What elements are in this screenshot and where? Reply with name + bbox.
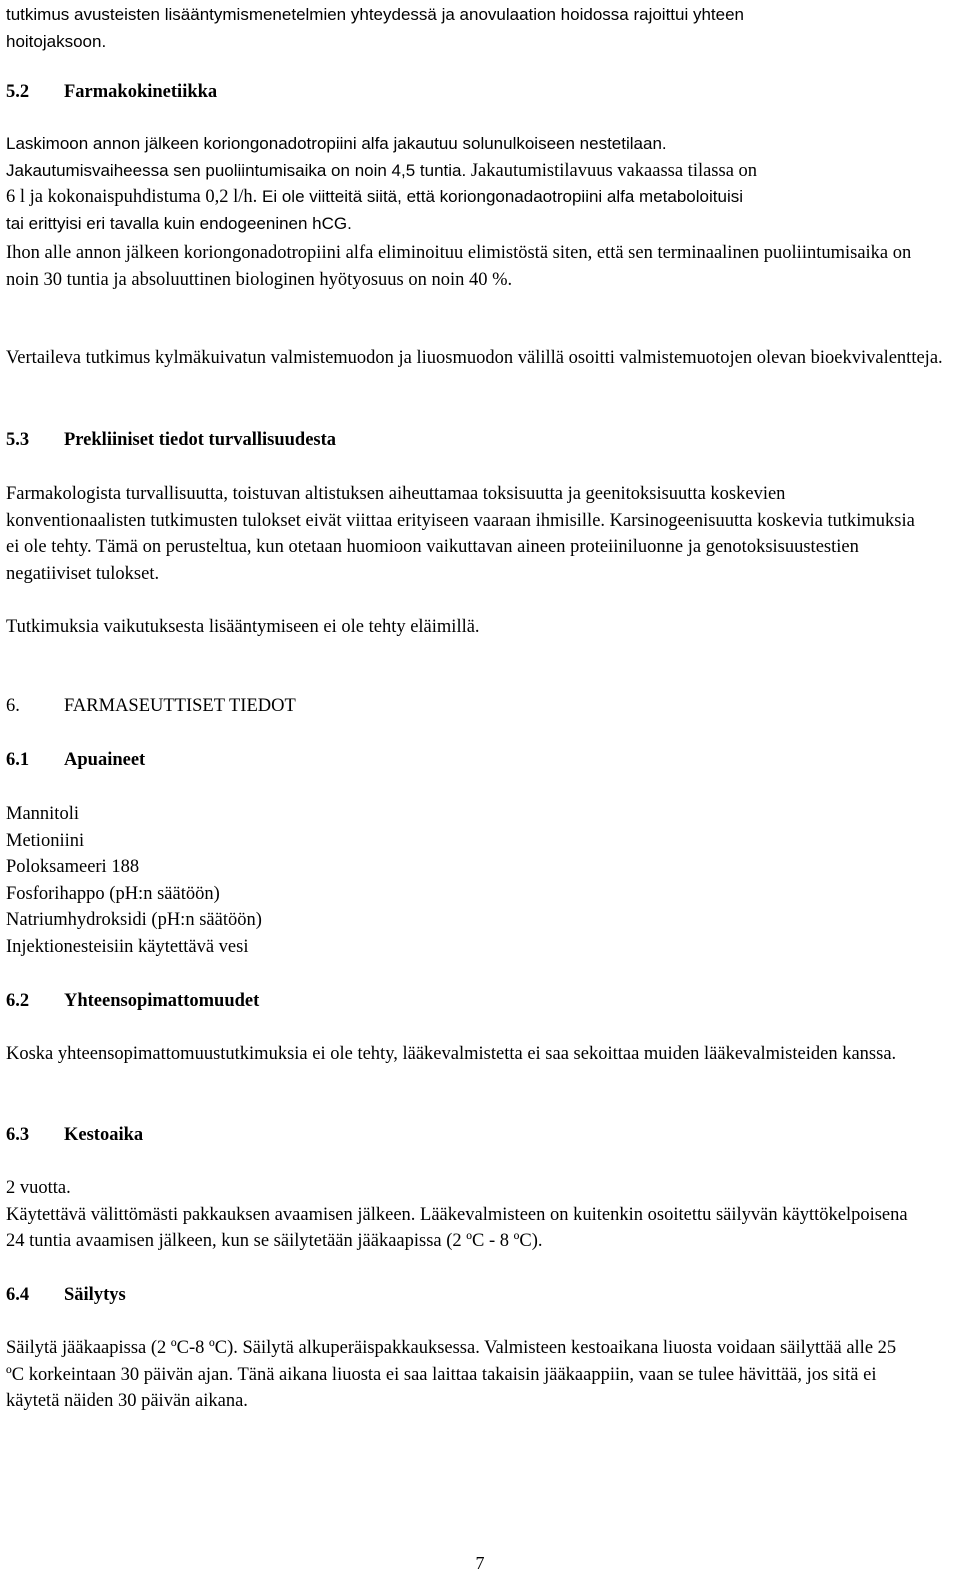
section-number: 6.4 [6, 1285, 30, 1305]
list-item: Injektionesteisiin käytettävä vesi [6, 936, 249, 957]
section-6-heading [6, 693, 296, 720]
section-6-4-paragraph: Säilytä jääkaapissa (2 ºC-8 ºC). Säilytä alkuperäispakkauksessa. Valmisteen kestoaikana liuosta voidaan säilyttää alle 25 ºC korkeintaan 30 päivän ajan. Tänä aikana liuosta ei saa laittaa takaisin jääkaappiin, vaan se tulee hävittää, jos sitä ei käytetä näiden 30 päivän aikana. [6, 1338, 897, 1411]
section-title: Yhteensopimattomuudet [64, 991, 260, 1011]
list-item: Mannitoli [6, 804, 79, 824]
section-title: FARMASEUTTISET TIEDOT [64, 696, 296, 716]
section-number: 6.2 [6, 991, 30, 1011]
pk-clearance-text: 6 l ja kokonaispuhdistuma 0,2 l/h. [6, 187, 258, 207]
section-5-2-paragraph-1 [6, 131, 946, 237]
pk-metabolism-text: Ei ole viitteitä siitä, että koriongonadaotropiini alfa metaboloituisi [257, 187, 744, 206]
pk-line-2 [6, 158, 946, 185]
intro-line-2: hoitojaksoon. [6, 31, 107, 51]
section-title: Apuaineet [64, 750, 146, 770]
list-item: Fosforihappo (pH:n säätöön) [6, 883, 220, 904]
page-number: 7 [475, 1553, 485, 1573]
pk-line-1: Laskimoon annon jälkeen koriongonadotropiini alfa jakautuu solunulkoiseen nestetilaan. [6, 134, 667, 153]
section-5-3-paragraph-1: Farmakologista turvallisuutta, toistuvan altistuksen aiheuttamaa toksisuutta ja geenitoksisuutta koskevien konventionaalisten tutkimusten tulokset eivät viittaa erityiseen vaaraan ihmisille. Karsinogeenisuutta koskevia tutkimuksia ei ole tehty. Tämä on perusteltua, kun otetaan huomioon vaikuttavan aineen proteiiniluonne ja genotoksisuustestien negatiiviset tulokset. [6, 484, 915, 584]
intro-text [6, 2, 946, 55]
intro-line-1: tutkimus avusteisten lisääntymismenetelmien yhteydessä ja anovulaation hoidossa rajoittui yhteen [6, 5, 745, 24]
list-item: Natriumhydroksidi (pH:n säätöön) [6, 910, 262, 930]
shelf-life-line: 2 vuotta. [6, 1178, 71, 1198]
section-number: 5.2 [6, 82, 30, 102]
section-number: 5.3 [6, 430, 30, 450]
section-5-3-heading [6, 427, 336, 454]
section-5-2-paragraph-3: Vertaileva tutkimus kylmäkuivatun valmistemuodon ja liuosmuodon välillä osoitti valmistemuotojen olevan bioekvivalentteja. [6, 348, 943, 368]
pk-line-3 [6, 184, 946, 211]
section-title: Säilytys [64, 1285, 126, 1305]
section-title: Farmakokinetiikka [64, 82, 218, 102]
list-item: Metioniini [6, 830, 85, 851]
section-6-3-heading [6, 1122, 143, 1149]
section-5-3-paragraph-2: Tutkimuksia vaikutuksesta lisääntymiseen ei ole tehty eläimillä. [6, 617, 480, 637]
pk-line-4: tai erittyisi eri tavalla kuin endogeeninen hCG. [6, 213, 352, 233]
section-number: 6.3 [6, 1125, 30, 1145]
section-title: Prekliiniset tiedot turvallisuudesta [64, 430, 337, 450]
section-number: 6. [6, 696, 20, 716]
section-6-2-paragraph: Koska yhteensopimattomuustutkimuksia ei ole tehty, lääkevalmistetta ei saa sekoittaa muiden lääkevalmisteiden kanssa. [6, 1044, 897, 1064]
pk-distribution-halflife: Jakautumisvaiheessa sen puoliintumisaika on noin 4,5 tuntia. [6, 160, 467, 180]
section-6-2-heading [6, 988, 259, 1015]
section-6-1-heading [6, 747, 145, 774]
list-item: Poloksameeri 188 [6, 857, 140, 877]
section-number: 6.1 [6, 750, 30, 770]
section-6-4-heading [6, 1282, 126, 1309]
excipients-list [6, 801, 946, 960]
section-title: Kestoaika [64, 1125, 144, 1145]
section-5-2-heading [6, 79, 217, 106]
section-6-3-paragraph: Käytettävä välittömästi pakkauksen avaamisen jälkeen. Lääkevalmisteen on kuitenkin osoitettu säilyvän käyttökelpoisena 24 tuntia avaamisen jälkeen, kun se säilytetään jääkaapissa (2 ºC - 8 ºC). [6, 1204, 908, 1251]
section-6-3-text [6, 1175, 946, 1255]
pk-volume-text: Jakautumistilavuus vakaassa tilassa on [466, 160, 758, 181]
section-5-2-paragraph-2: Ihon alle annon jälkeen koriongonadotropiini alfa eliminoituu elimistöstä siten, että sen terminaalinen puoliintumisaika on noin 30 tuntia ja absoluuttinen biologinen hyötyosuus on noin 40 %. [6, 243, 912, 290]
